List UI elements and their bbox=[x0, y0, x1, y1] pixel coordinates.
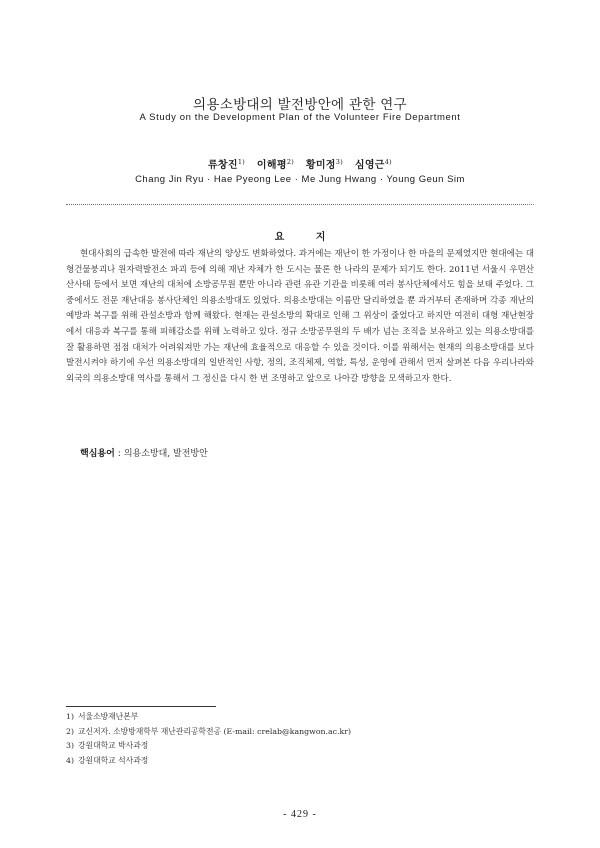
paper-title-korean: 의용소방대의 발전방안에 관한 연구 bbox=[193, 97, 407, 113]
footnote-item bbox=[66, 739, 351, 754]
abstract-heading: 요 지 bbox=[274, 232, 340, 243]
keywords-line bbox=[80, 446, 208, 459]
footnote-text: 강원대학교 석사과정 bbox=[78, 755, 149, 765]
author-3 bbox=[306, 160, 343, 171]
footnote-number: 2) bbox=[66, 726, 75, 736]
keywords-label: 핵심용어 bbox=[80, 449, 115, 459]
page-number: - 429 - bbox=[283, 809, 317, 820]
footnote-rule bbox=[66, 706, 216, 707]
section-divider bbox=[66, 204, 534, 205]
author-name: 황미정 bbox=[305, 160, 336, 171]
abstract-body: 현대사회의 급속한 발전에 따라 재난의 양상도 변화하였다. 과거에는 재난이 한 가정이나 한 마을의 문제였지만 현대에는 대형건물붕괴나 원자력발전소 파괴 등에 의해 재난 자체가 한 도시는 물론 한 나라의 문제가 되기도 한다. 2011년 서울시 우면산 산사태 등에서 보면 재난의 대처에 소방공무원 뿐만 아니라 관련 유관 기관을 비롯해 여러 봉사단체에서도 힘을 보태 주었다. 그 중에서도 전문 재난대응 봉사단체인 의용소방대도 있었다. 의용소방대는 이름만 달리하였을 뿐 과거부터 존재하며 각종 재난의 예방과 복구를 위해 관설소방과 함께 해왔다. 현재는 관설소방의 확대로 인해 그 위상이 줄었다고 하지만 여전히 대형 재난현장에서 대응과 복구를 통해 피해감소를 위해 노력하고 있다. 정규 소방공무원의 두 배가 넘는 조직을 보유하고 있는 의용소방대를 잘 활용하면 점점 대처가 어려워져만 가는 재난에 효율적으로 대응할 수 있을 것이다. 이를 위해서는 현재의 의용소방대를 보다 발전시켜야 하기에 우선 의용소방대의 일반적인 사항, 정의, 조직체제, 역할, 특성, 운영에 관해서 먼저 살펴본 다음 우리나라와 외국의 의용소방대 역사를 통해서 그 정신을 다시 한 번 조명하고 앞으로 나아갈 방향을 모색하고자 한다. bbox=[66, 249, 534, 384]
authors-korean bbox=[0, 156, 600, 171]
footnote-item bbox=[66, 710, 351, 725]
author-footnote-mark: 4) bbox=[384, 158, 393, 166]
footnote-text: 서울소방재난본부 bbox=[78, 712, 139, 721]
keywords-separator: : bbox=[117, 449, 121, 459]
author-footnote-mark: 3) bbox=[335, 158, 344, 166]
footnote-number: 4) bbox=[66, 755, 75, 765]
author-footnote-mark: 2) bbox=[286, 158, 295, 166]
author-2 bbox=[257, 160, 294, 171]
author-footnote-mark: 1) bbox=[237, 158, 246, 166]
author-name: 심영근 bbox=[354, 160, 385, 171]
author-name: 이해평 bbox=[256, 160, 287, 171]
footnote-number: 1) bbox=[66, 712, 75, 721]
paper-title-english: A Study on the Development Plan of the Volunteer Fire Department bbox=[139, 112, 461, 123]
footnote-item bbox=[66, 754, 351, 769]
keywords-value: 의용소방대, 발전방안 bbox=[123, 449, 208, 459]
authors-english: Chang Jin Ryu · Hae Pyeong Lee · Me Jung Hwang · Young Geun Sim bbox=[135, 174, 465, 185]
footnote-text: 강원대학교 박사과정 bbox=[78, 741, 149, 750]
author-1 bbox=[208, 160, 245, 171]
author-name: 류창진 bbox=[207, 160, 238, 171]
footnote-item bbox=[66, 725, 351, 740]
footnote-number: 3) bbox=[66, 741, 75, 750]
footnote-text: 교신저자. 소방방재학부 재난관리공학전공 (E-mail: crelab@kangwon.ac.kr) bbox=[78, 726, 352, 736]
author-4 bbox=[355, 160, 392, 171]
footnotes-list bbox=[66, 710, 351, 768]
